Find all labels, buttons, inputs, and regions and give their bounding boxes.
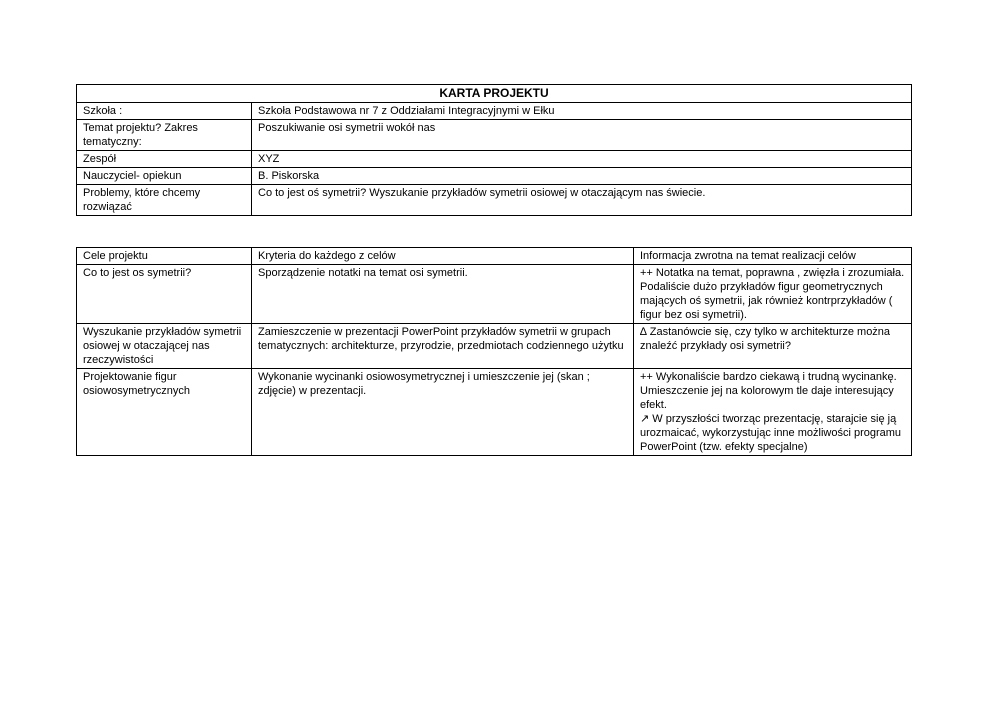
row-label-zespol: Zespół bbox=[77, 151, 252, 168]
kryteria-cell: Wykonanie wycinanki osiowosymetrycznej i umieszczenie jej (skan ; zdjęcie) w prezentacji. bbox=[252, 369, 634, 456]
info-cell bbox=[634, 324, 912, 369]
info-line: ++ Wykonaliście bardzo ciekawą i trudną wycinankę. Umieszczenie jej na kolorowym tle daje interesujący efekt. bbox=[640, 371, 897, 411]
row-value-nauczyciel: B. Piskorska bbox=[252, 168, 912, 185]
row-label-problemy: Problemy, które chcemy rozwiązać bbox=[77, 185, 252, 216]
table-row bbox=[77, 168, 912, 185]
cele-projektu-table bbox=[76, 247, 912, 456]
row-value-zespol: XYZ bbox=[252, 151, 912, 168]
kryteria-cell: Zamieszczenie w prezentacji PowerPoint przykładów symetrii w grupach tematycznych: architekturze, przyrodzie, przedmiotach codziennego użytku bbox=[252, 324, 634, 369]
info-line: ∆ Zastanówcie się, czy tylko w architekturze można znaleźć przykłady osi symetrii? bbox=[640, 326, 891, 352]
table-row bbox=[77, 324, 912, 369]
row-label-temat: Temat projektu? Zakres tematyczny: bbox=[77, 120, 252, 151]
info-cell bbox=[634, 265, 912, 324]
table-row bbox=[77, 265, 912, 324]
row-value-szkola: Szkoła Podstawowa nr 7 z Oddziałami Integracyjnymi w Ełku bbox=[252, 103, 912, 120]
karta-title: KARTA PROJEKTU bbox=[77, 85, 912, 103]
header-informacja: Informacja zwrotna na temat realizacji celów bbox=[634, 248, 912, 265]
table-row bbox=[77, 120, 912, 151]
table-title-row bbox=[77, 85, 912, 103]
karta-projektu-table bbox=[76, 84, 912, 216]
header-kryteria: Kryteria do każdego z celów bbox=[252, 248, 634, 265]
info-line: ++ Notatka na temat, poprawna , zwięzła i zrozumiała. Podaliście dużo przykładów figur geometrycznych mających oś symetrii, jak również kontrprzykładów ( figur bez osi symetrii). bbox=[640, 267, 905, 321]
row-label-nauczyciel: Nauczyciel- opiekun bbox=[77, 168, 252, 185]
header-cele: Cele projektu bbox=[77, 248, 252, 265]
row-value-temat: Poszukiwanie osi symetrii wokół nas bbox=[252, 120, 912, 151]
cel-cell: Co to jest os symetrii? bbox=[77, 265, 252, 324]
row-label-szkola: Szkoła : bbox=[77, 103, 252, 120]
kryteria-cell: Sporządzenie notatki na temat osi symetrii. bbox=[252, 265, 634, 324]
info-cell bbox=[634, 369, 912, 456]
table-header-row bbox=[77, 248, 912, 265]
cel-cell: Projektowanie figur osiowosymetrycznych bbox=[77, 369, 252, 456]
table-row bbox=[77, 185, 912, 216]
table-row bbox=[77, 369, 912, 456]
table-row bbox=[77, 103, 912, 120]
table-row bbox=[77, 151, 912, 168]
row-value-problemy: Co to jest oś symetrii? Wyszukanie przykładów symetrii osiowej w otaczającym nas świecie. bbox=[252, 185, 912, 216]
info-line: ↗ W przyszłości tworząc prezentację, starajcie się ją urozmaicać, wykorzystując inne możliwości programu PowerPoint (tzw. efekty specjalne) bbox=[640, 413, 902, 453]
cel-cell: Wyszukanie przykładów symetrii osiowej w otaczającej nas rzeczywistości bbox=[77, 324, 252, 369]
